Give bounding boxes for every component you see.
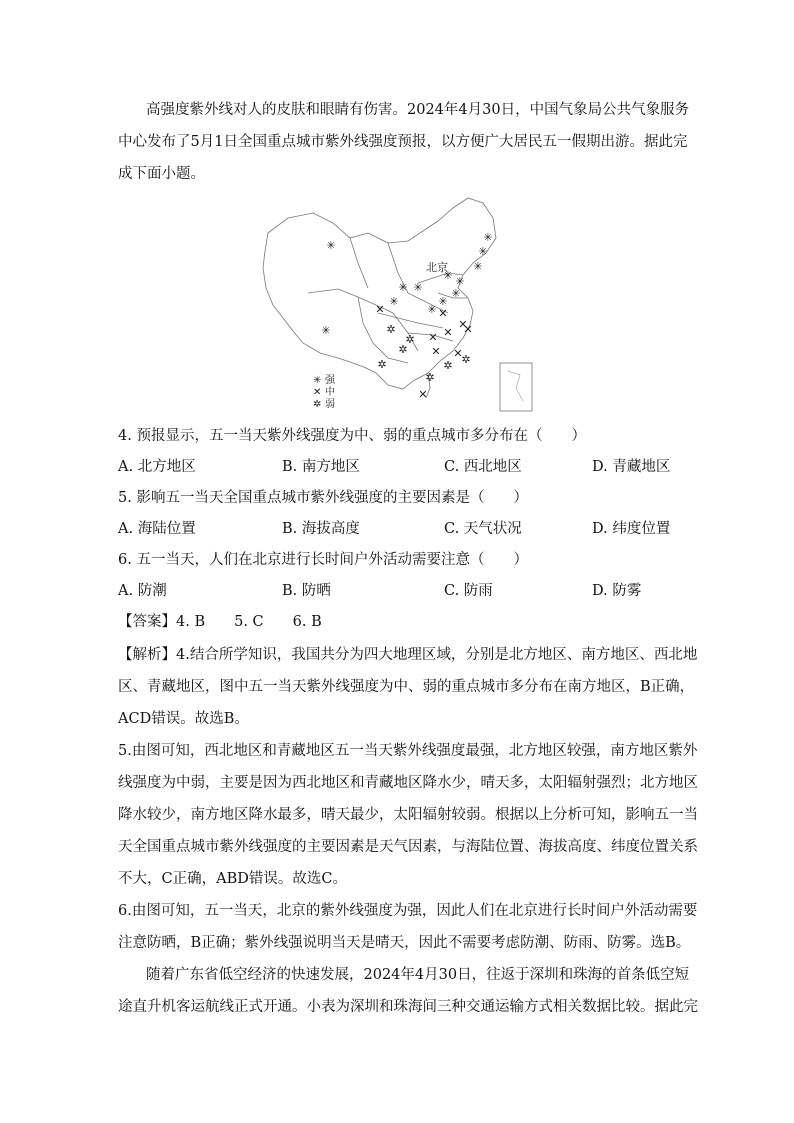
analysis-p1-line-1: 【解析】4.结合所学知识，我国共分为四大地理区域，分别是北方地区、南方地区、西北地: [118, 647, 698, 663]
question-6-option-c: C. 防雨: [444, 583, 493, 599]
intro-line-3: 成下面小题。: [118, 166, 205, 182]
marker-strong: ✳: [473, 260, 483, 273]
question-4-option-d: D. 青藏地区: [592, 459, 671, 475]
legend-symbol-weak: ✲: [313, 399, 322, 410]
answer-line: 【答案】4. B 5. C 6. B: [118, 614, 322, 630]
legend-symbol-medium: ✕: [313, 387, 322, 398]
marker-weak: ✲: [398, 343, 408, 356]
marker-weak: ✲: [425, 371, 435, 384]
map-legend: [313, 374, 336, 410]
intro-line-2: 中心发布了5月1日全国重点城市紫外线强度预报，以方便广大居民五一假期出游。据此完: [118, 134, 688, 150]
marker-medium: ✕: [375, 303, 385, 316]
question-6-option-a: A. 防潮: [118, 583, 167, 599]
marker-strong: ✳: [326, 239, 336, 252]
analysis-p2-line-2: 线强度为中弱，主要是因为西北地区和青藏地区降水少，晴天多，太阳辐射强烈；北方地区: [118, 775, 698, 791]
marker-weak: ✲: [377, 358, 387, 371]
marker-weak: ✲: [461, 353, 471, 366]
legend-label-medium: 中: [325, 387, 335, 398]
marker-strong: ✳: [478, 245, 488, 258]
question-4-option-b: B. 南方地区: [282, 459, 360, 475]
marker-weak: ✲: [386, 323, 396, 336]
marker-medium: ✕: [428, 331, 438, 344]
city-label-beijing: 北京: [426, 261, 448, 274]
analysis-p2-line-4: 天全国重点城市紫外线强度的主要因素是天气因素，与海陆位置、海拔高度、纬度位置关系: [118, 839, 698, 855]
legend-label-weak: 弱: [325, 399, 335, 410]
marker-strong: ✳: [413, 281, 423, 294]
marker-strong: ✳: [427, 303, 437, 316]
marker-medium: ✕: [438, 307, 448, 320]
question-5-option-a: A. 海陆位置: [118, 521, 196, 537]
marker-strong: ✳: [483, 231, 493, 244]
legend-label-strong: 强: [325, 375, 335, 386]
marker-strong: ✳: [398, 281, 408, 294]
marker-weak: ✲: [405, 333, 415, 346]
marker-strong: ✳: [455, 275, 465, 288]
analysis-p2-line-5: 不大，C正确，ABD错误。故选C。: [118, 871, 347, 887]
marker-medium: ✕: [418, 388, 428, 401]
question-5-option-d: D. 纬度位置: [592, 521, 671, 537]
analysis-p2-line-1: 5.由图可知，西北地区和青藏地区五一当天紫外线强度最强，北方地区较强，南方地区紫外: [118, 743, 698, 759]
question-4-option-a: A. 北方地区: [118, 459, 196, 475]
marker-strong: ✳: [451, 287, 461, 300]
question-5-stem: 5. 影响五一当天全国重点城市紫外线强度的主要因素是（ ）: [118, 490, 528, 506]
question-6-option-b: B. 防晒: [282, 583, 331, 599]
legend-symbol-strong: ✳: [313, 375, 322, 386]
intro-line-1: 高强度紫外线对人的皮肤和眼睛有伤害。2024年4月30日，中国气象局公共气象服务: [146, 102, 690, 118]
analysis-p1-line-2: 区、青藏地区，图中五一当天紫外线强度为中、弱的重点城市多分布在南方地区，B正确，: [118, 679, 695, 695]
question-4-option-c: C. 西北地区: [444, 459, 522, 475]
question-4-stem: 4. 预报显示，五一当天紫外线强度为中、弱的重点城市多分布在（ ）: [118, 428, 586, 444]
marker-medium: ✕: [431, 345, 441, 358]
marker-strong: ✳: [443, 269, 453, 282]
marker-strong: ✳: [438, 295, 448, 308]
question-6-option-d: D. 防雾: [592, 583, 642, 599]
marker-medium: ✕: [443, 326, 453, 339]
analysis-p3-line-1: 6.由图可知，五一当天，北京的紫外线强度为强，因此人们在北京进行长时间户外活动需要: [118, 903, 698, 919]
question-6-stem: 6. 五一当天，人们在北京进行长时间户外活动需要注意（ ）: [118, 552, 528, 568]
question-5-option-b: B. 海拔高度: [282, 521, 360, 537]
analysis-p3-line-2: 注意防晒，B正确；紫外线强说明当天是晴天，因此不需要考虑防潮、防雨、防雾。选B。: [118, 935, 691, 951]
next-intro-line-2: 途直升机客运航线正式开通。小表为深圳和珠海间三种交通运输方式相关数据比较。据此完: [118, 999, 698, 1015]
analysis-p2-line-3: 降水较少，南方地区降水最多，晴天最少，太阳辐射较弱。根据以上分析可知，影响五一当: [118, 807, 698, 823]
china-uv-map: [258, 193, 538, 417]
marker-weak: ✲: [443, 359, 453, 372]
marker-strong: ✳: [321, 324, 331, 337]
question-5-option-c: C. 天气状况: [444, 521, 522, 537]
analysis-p1-line-3: ACD错误。故选B。: [118, 711, 249, 727]
marker-medium: ✕: [453, 347, 463, 360]
marker-strong: ✳: [389, 295, 399, 308]
next-intro-line-1: 随着广东省低空经济的快速发展，2024年4月30日，往返于深圳和珠海的首条低空短: [146, 967, 690, 983]
marker-medium: ✕: [458, 318, 468, 331]
marker-medium: ✕: [463, 323, 473, 336]
